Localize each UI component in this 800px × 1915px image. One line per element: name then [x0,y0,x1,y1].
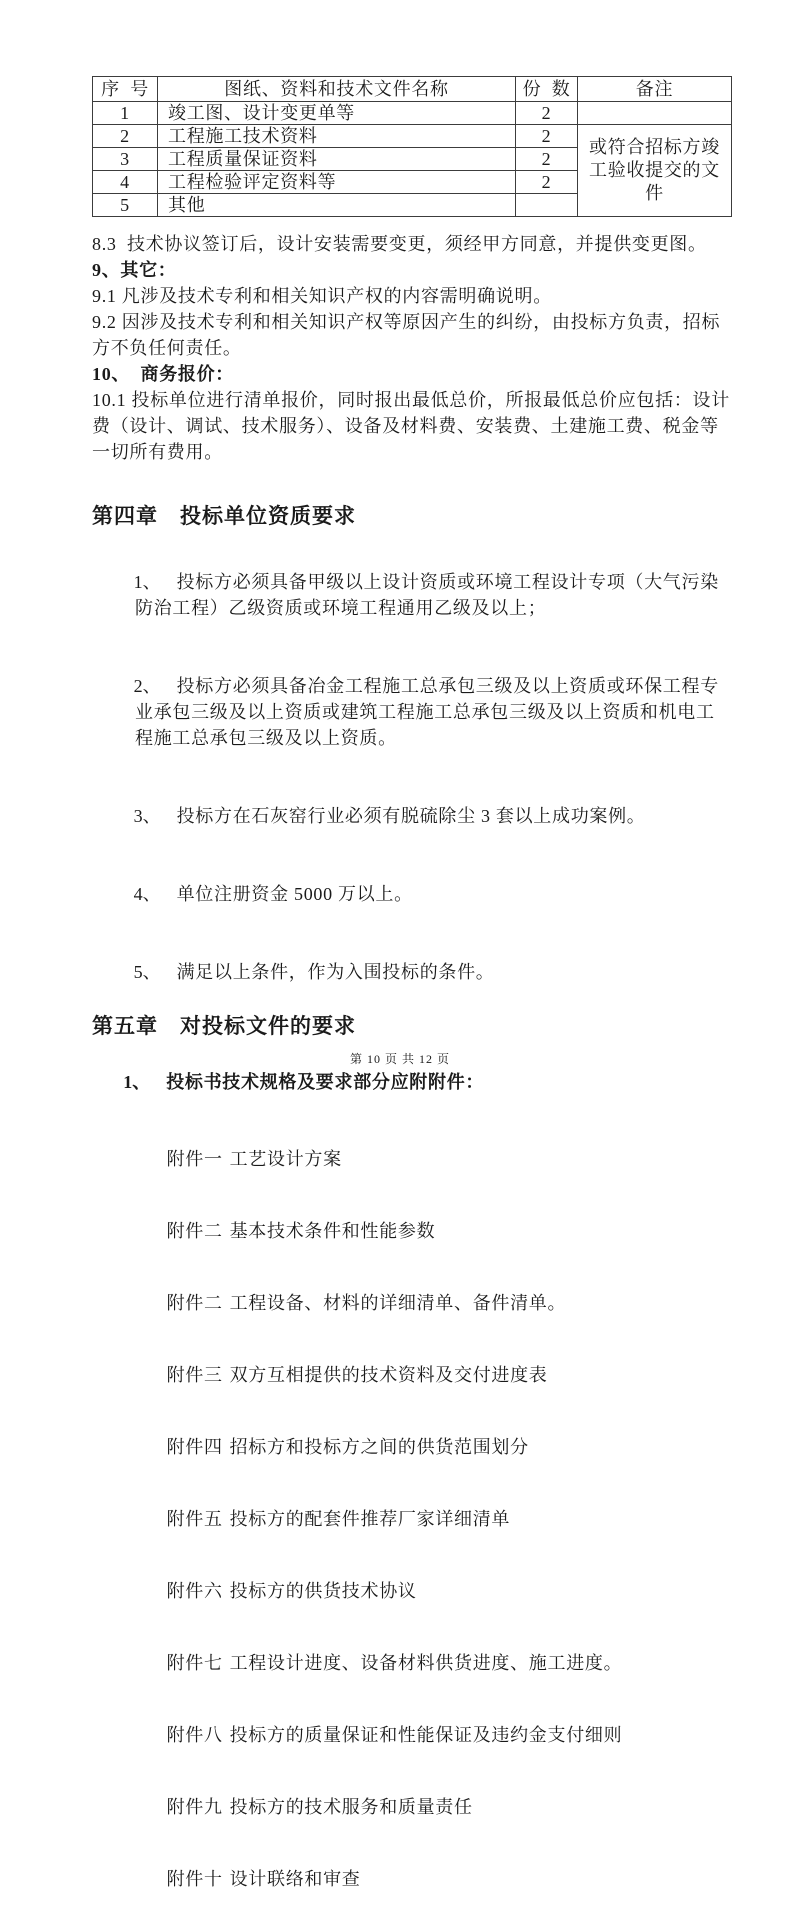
attachment-row [92,1843,731,1915]
attachment-text: 招标方和投标方之间的供货范围划分 [229,1437,529,1457]
attachment-label: 附件四 [166,1437,223,1457]
attachment-text: 工程设计进度、设备材料供货进度、施工进度。 [229,1653,623,1673]
table-row [93,125,732,148]
item-text: 满足以上条件，作为入围投标的条件。 [176,962,495,982]
attachment-text: 投标方的质量保证和性能保证及违约金支付细则 [229,1725,623,1745]
item-text: 投标方必须具备甲级以上设计资质或环境工程设计专项（大气污染防治工程）乙级资质或环境工程通用乙级及以上； [135,572,719,618]
attachment-text: 投标方的技术服务和质量责任 [229,1797,473,1817]
chapter4-items [92,543,731,1011]
item-number: 5、 [133,962,161,982]
cell-qty: 2 [516,171,578,194]
header-note: 备注 [578,77,732,102]
cell-qty [516,194,578,217]
attachment-label: 附件二 [166,1293,223,1313]
item-number: 1、 [133,572,161,592]
chapter4-item-4 [92,855,731,933]
attachment-label: 附件六 [166,1581,223,1601]
page-content [92,76,731,1915]
clauses-block [92,231,731,465]
attachments-list [92,1123,731,1915]
attachment-row [92,1267,731,1339]
chapter4-item-5 [92,933,731,1011]
attachment-label: 附件一 [166,1149,223,1169]
cell-name: 工程施工技术资料 [158,125,516,148]
item-number: 4、 [133,884,161,904]
clause-9-2: 9.2 因涉及技术专利和相关知识产权等原因产生的纠纷，由投标方负责，招标方不负任何责任。 [92,312,721,358]
clause-9-1: 9.1 凡涉及技术专利和相关知识产权的内容需明确说明。 [92,286,552,306]
attachment-text: 投标方的供货技术协议 [229,1581,417,1601]
attachment-label: 附件五 [166,1509,223,1529]
attachment-text: 双方互相提供的技术资料及交付进度表 [229,1365,548,1385]
cell-note [578,102,732,125]
cell-no: 4 [93,171,158,194]
attachment-text: 基本技术条件和性能参数 [229,1221,436,1241]
attachment-label: 附件十 [166,1869,223,1889]
chapter4-item-1 [92,543,731,647]
cell-qty: 2 [516,125,578,148]
item-number: 3、 [133,806,161,826]
clause-9-heading: 9、其它： [92,260,177,280]
cell-no: 3 [93,148,158,171]
cell-qty: 2 [516,102,578,125]
attachment-row [92,1339,731,1411]
cell-note-merged: 或符合招标方竣工验收提交的文件 [578,125,732,217]
documents-table [92,76,732,217]
attachment-row [92,1411,731,1483]
attachment-row [92,1771,731,1843]
attachment-text: 工程设备、材料的详细清单、备件清单。 [229,1293,567,1313]
attachment-row [92,1699,731,1771]
attachment-label: 附件二 [166,1221,223,1241]
cell-qty: 2 [516,148,578,171]
cell-name: 竣工图、设计变更单等 [158,102,516,125]
item-text: 投标方必须具备冶金工程施工总承包三级及以上资质或环保工程专业承包三级及以上资质或建筑工程施工总承包三级及以上资质和机电工程施工总承包三级及以上资质。 [135,676,719,748]
attachment-row [92,1123,731,1195]
attachment-label: 附件七 [166,1653,223,1673]
clause-8-3: 8.3 技术协议签订后，设计安装需要变更，须经甲方同意，并提供变更图。 [92,234,707,254]
cell-no: 1 [93,102,158,125]
item-number: 1、 [123,1072,151,1092]
attachment-label: 附件三 [166,1365,223,1385]
cell-name: 工程检验评定资料等 [158,171,516,194]
table-header-row [93,77,732,102]
attachment-text: 设计联络和审查 [229,1869,361,1889]
chapter5-title: 第五章 对投标文件的要求 [92,1014,356,1038]
attachment-row [92,1627,731,1699]
header-name: 图纸、资料和技术文件名称 [158,77,516,102]
cell-name: 工程质量保证资料 [158,148,516,171]
header-qty: 份 数 [516,77,578,102]
item-text: 单位注册资金 5000 万以上。 [176,884,413,904]
attachment-text: 工艺设计方案 [229,1149,342,1169]
attachment-label: 附件八 [166,1725,223,1745]
item-text: 投标书技术规格及要求部分应附附件： [166,1072,485,1092]
chapter4-title: 第四章 投标单位资质要求 [92,504,356,528]
attachment-row [92,1195,731,1267]
attachment-row [92,1483,731,1555]
attachment-label: 附件九 [166,1797,223,1817]
chapter4-item-3 [92,777,731,855]
cell-no: 2 [93,125,158,148]
clause-10-1: 10.1 投标单位进行清单报价，同时报出最低总价，所报最低总价应包括：设计费（设计、调试、技术服务）、设备及材料费、安装费、土建施工费、税金等一切所有费用。 [92,390,730,462]
clause-10-heading: 10、 商务报价： [92,364,234,384]
attachment-row [92,1555,731,1627]
chapter4-item-2 [92,647,731,777]
table-row [93,102,732,125]
item-text: 投标方在石灰窑行业必须有脱硫除尘 3 套以上成功案例。 [176,806,646,826]
item-number: 2、 [133,676,161,696]
cell-name: 其他 [158,194,516,217]
cell-no: 5 [93,194,158,217]
attachment-text: 投标方的配套件推荐厂家详细清单 [229,1509,511,1529]
header-no: 序 号 [93,77,158,102]
page-footer: 第 10 页 共 12 页 [349,1052,450,1066]
